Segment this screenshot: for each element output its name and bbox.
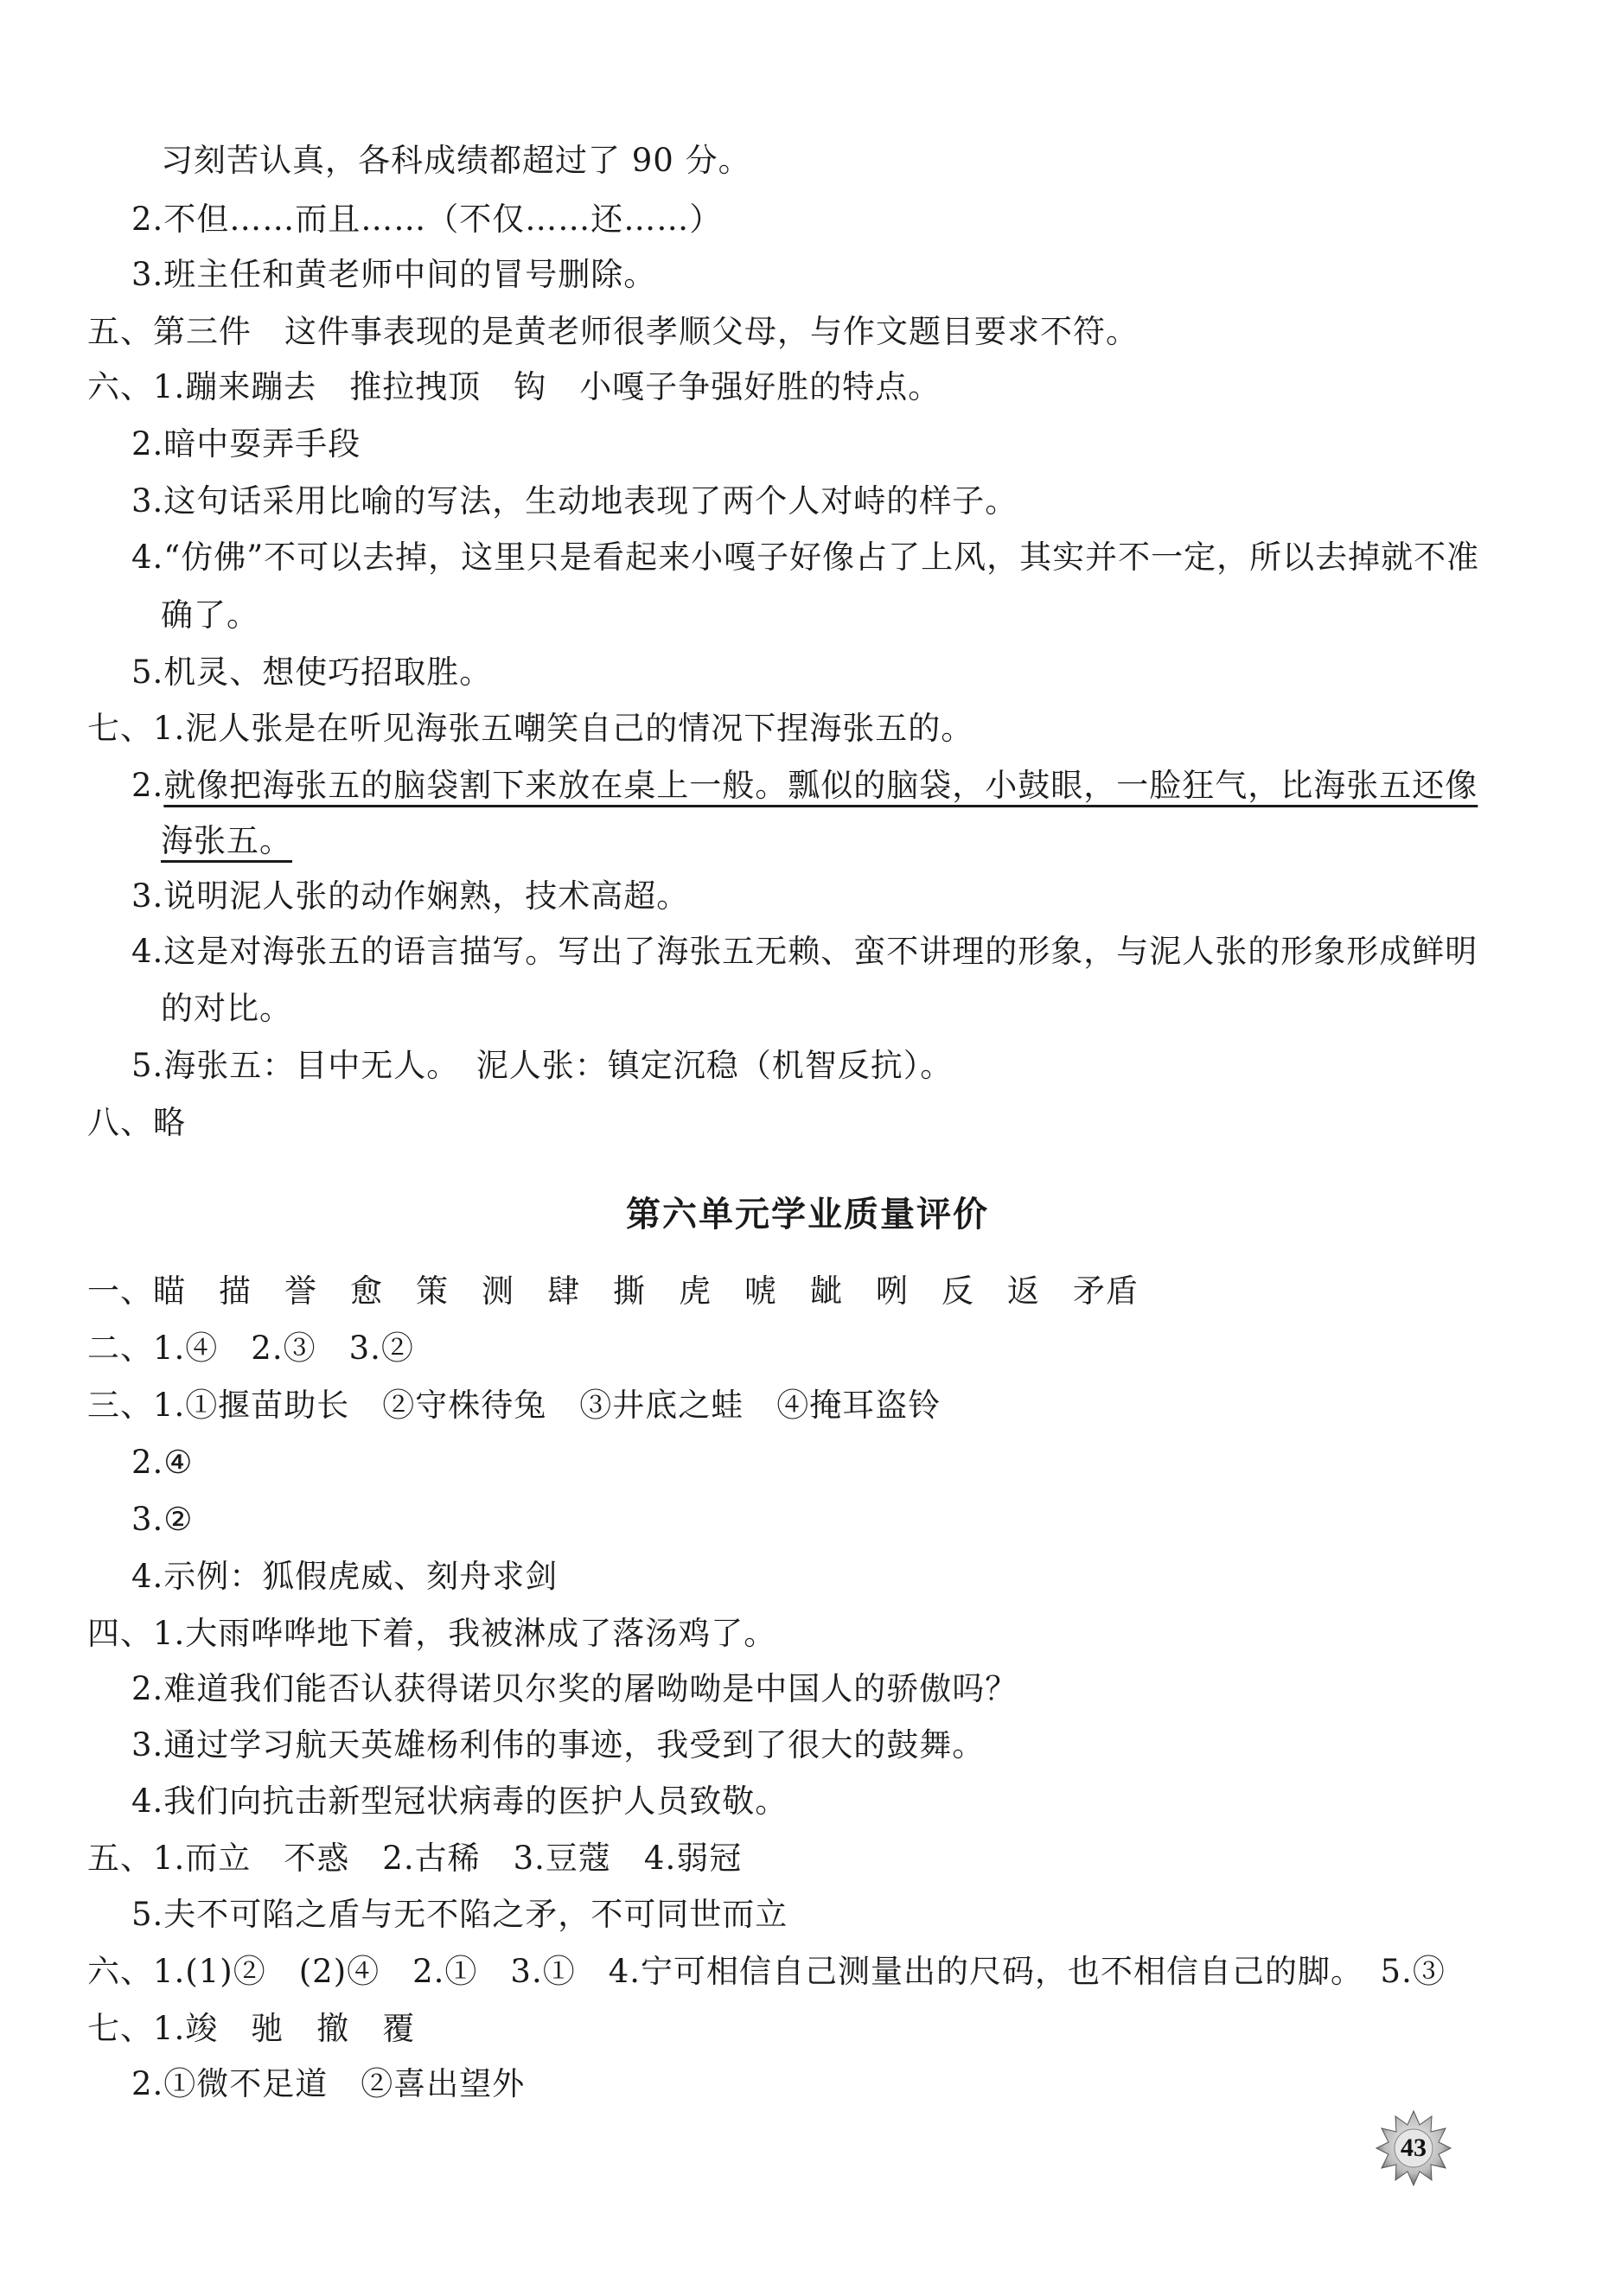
text-line: 4.“仿佛”不可以去掉，这里只是看起来小嘎子好像占了上风，其实并不一定，所以去掉就不准 bbox=[131, 539, 1480, 576]
text-line: 5.海张五：目中无人。 泥人张：镇定沉稳（机智反抗）。 bbox=[131, 1047, 954, 1084]
text-line: 八、略 bbox=[87, 1104, 186, 1141]
text-line: 3.班主任和黄老师中间的冒号删除。 bbox=[131, 256, 657, 293]
page-number-badge bbox=[1375, 2109, 1452, 2187]
text-line: 七、1.泥人张是在听见海张五嘲笑自己的情况下捏海张五的。 bbox=[87, 710, 974, 747]
text-line: 六、1.蹦来蹦去 推拉拽顶 钩 小嘎子争强好胜的特点。 bbox=[87, 368, 942, 405]
text-line: 一、瞄 描 誉 愈 策 测 肆 撕 虎 唬 龇 咧 反 返 矛盾 bbox=[87, 1272, 1139, 1310]
page-number: 43 bbox=[1401, 2133, 1427, 2162]
text-line: 3.这句话采用比喻的写法，生动地表现了两个人对峙的样子。 bbox=[131, 482, 1018, 520]
text-line: 确了。 bbox=[161, 596, 259, 634]
text-line: 4.这是对海张五的语言描写。写出了海张五无赖、蛮不讲理的形象，与泥人张的形象形成鲜明 bbox=[131, 933, 1478, 970]
text-line: 3.说明泥人张的动作娴熟，技术高超。 bbox=[131, 877, 690, 915]
text-line: 三、1.①揠苗助长 ②守株待兔 ③井底之蛙 ④掩耳盗铃 bbox=[87, 1387, 942, 1424]
section-title: 第六单元学业质量评价 bbox=[626, 1194, 989, 1234]
text-line: 2.①微不足道 ②喜出望外 bbox=[131, 2065, 526, 2102]
item-number: 2. bbox=[131, 767, 164, 804]
text-line: 2.④ bbox=[131, 1444, 194, 1481]
underlined-answer: 海张五。 bbox=[161, 822, 292, 859]
text-line: 5.夫不可陷之盾与无不陷之矛，不可同世而立 bbox=[131, 1896, 788, 1933]
text-line: 3.② bbox=[131, 1501, 194, 1538]
text-line: 五、1.而立 不惑 2.古稀 3.豆蔻 4.弱冠 bbox=[87, 1840, 743, 1877]
text-line: 2.暗中耍弄手段 bbox=[131, 425, 361, 462]
text-line: 五、第三件 这件事表现的是黄老师很孝顺父母，与作文题目要求不符。 bbox=[87, 313, 1139, 350]
text-line: 3.通过学习航天英雄杨利伟的事迹，我受到了很大的鼓舞。 bbox=[131, 1726, 986, 1763]
text-line: 七、1.竣 驰 撤 覆 bbox=[87, 2010, 416, 2047]
text-line: 4.我们向抗击新型冠状病毒的医护人员致敬。 bbox=[131, 1783, 788, 1820]
text-line: 2.难道我们能否认获得诺贝尔奖的屠呦呦是中国人的骄傲吗？ bbox=[131, 1670, 1018, 1707]
text-line: 习刻苦认真，各科成绩都超过了 90 分。 bbox=[161, 142, 751, 179]
text-line: 二、1.④ 2.③ 3.② bbox=[87, 1330, 414, 1367]
text-line: 六、1.(1)② (2)④ 2.① 3.① 4.宁可相信自己测量出的尺码，也不相信自己的脚。 5.③ bbox=[87, 1953, 1446, 1990]
text-line: 的对比。 bbox=[161, 990, 292, 1027]
underlined-answer: 就像把海张五的脑袋割下来放在桌上一般。瓢似的脑袋，小鼓眼，一脸狂气，比海张五还像 bbox=[163, 767, 1478, 804]
text-line: 2.不但……而且……（不仅……还……） bbox=[131, 201, 723, 238]
text-line: 4.示例：狐假虎威、刻舟求剑 bbox=[131, 1558, 559, 1595]
text-line: 5.机灵、想使巧招取胜。 bbox=[131, 654, 493, 691]
text-line: 四、1.大雨哗哗地下着，我被淋成了落汤鸡了。 bbox=[87, 1615, 777, 1652]
text-line bbox=[131, 767, 1478, 805]
